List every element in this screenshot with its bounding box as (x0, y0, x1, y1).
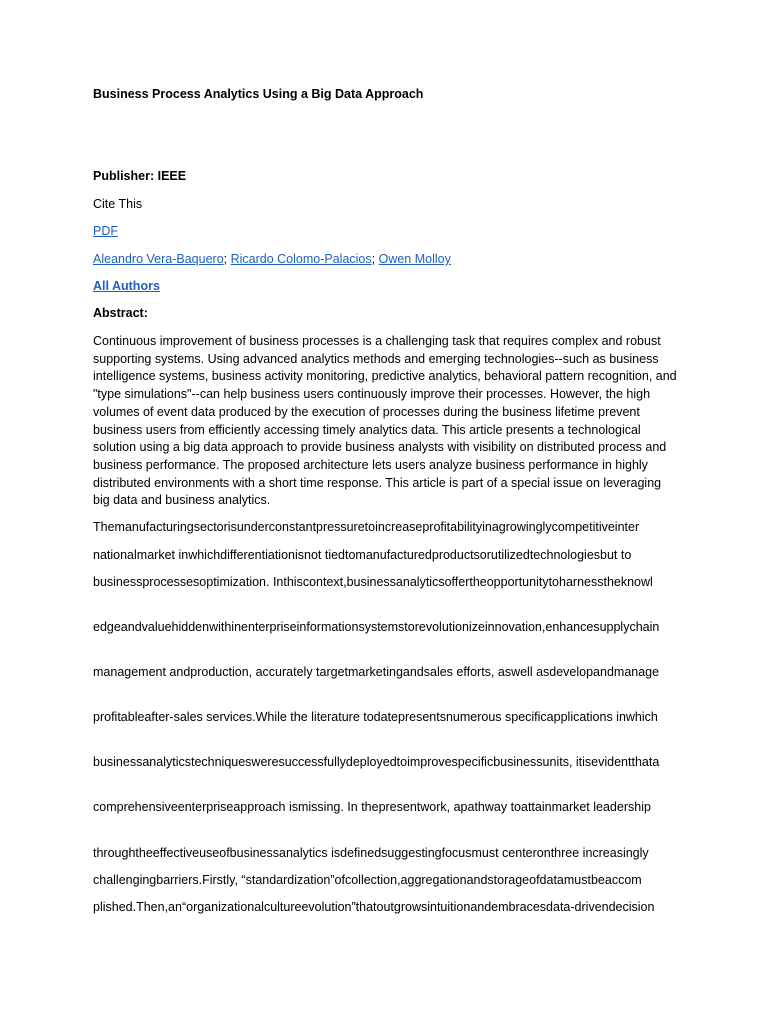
body-paragraph: throughtheeffectiveuseofbusinessanalytics isdefinedsuggestingfocusmust centeronthree increasingly (93, 846, 649, 860)
body-paragraph: nationalmarket inwhichdifferentiationisnot tiedtomanufacturedproductsorutilizedtechnologiesbut to (93, 548, 632, 562)
pdf-row (93, 224, 118, 238)
pdf-link[interactable]: PDF (93, 224, 118, 238)
all-authors-link[interactable]: All Authors (93, 279, 160, 293)
body-paragraph: businessprocessesoptimization. Inthiscontext,businessanalyticsoffertheopportunitytoharnesstheknowl (93, 575, 653, 589)
body-paragraph: profitableafter-sales services.While the literature todatepresentsnumerous specificapplications inwhich (93, 710, 658, 724)
author-link[interactable]: Aleandro Vera-Baquero (93, 252, 224, 266)
body-paragraph: plished.Then,an“organizationalcultureevolution”thatoutgrowsintuitionandembracesdata-drivendecision (93, 900, 655, 914)
cite-this-link[interactable]: Cite This (93, 197, 143, 211)
body-paragraph: challengingbarriers.Firstly, “standardization”ofcollection,aggregationandstorageofdatamustbeaccom (93, 873, 642, 887)
body-paragraph: comprehensiveenterpriseapproach ismissing. In thepresentwork, apathway toattainmarket leadership (93, 800, 651, 814)
abstract-text: Continuous improvement of business processes is a challenging task that requires complex and robust supporting systems. Using advanced analytics methods and emerging technologies--such as business intelligence systems, business activity monitoring, predictive analytics, behavioral pattern recognition, and "type simulations"--can help business users continuously improve their processes. However, the high volumes of event data produced by the execution of processes during the business lifetime prevent business users from efficiently accessing timely analytics data. This article presents a technological solution using a big data approach to provide business analysts with visibility on distributed process and business performance. The proposed architecture lets users analyze business performance in highly distributed environments with a short time response. This article is part of a special issue on leveraging big data and business analytics. (93, 334, 677, 508)
body-paragraph: Themanufacturingsectorisunderconstantpressuretoincreaseprofitabilityinagrowinglycompetitiveinter (93, 520, 640, 534)
author-list (93, 252, 451, 266)
document-title: Business Process Analytics Using a Big Data Approach (93, 87, 424, 101)
author-link[interactable]: Owen Molloy (378, 252, 451, 266)
author-separator: ; (223, 252, 231, 266)
author-separator: ; (371, 252, 379, 266)
author-link[interactable]: Ricardo Colomo-Palacios (230, 252, 372, 266)
all-authors-row (93, 279, 160, 293)
abstract-heading: Abstract: (93, 306, 148, 320)
body-paragraph: businessanalyticstechniquesweresuccessfullydeployedtoimprovespecificbusinessunits, itisevidentthata (93, 755, 660, 769)
body-paragraph: edgeandvaluehiddenwithinenterpriseinformationsystemstorevolutionizeinnovation,enhancesupplychain (93, 620, 660, 634)
body-paragraph: management andproduction, accurately targetmarketingandsales efforts, aswell asdevelopandmanage (93, 665, 660, 679)
publisher-label: Publisher: IEEE (93, 169, 187, 183)
